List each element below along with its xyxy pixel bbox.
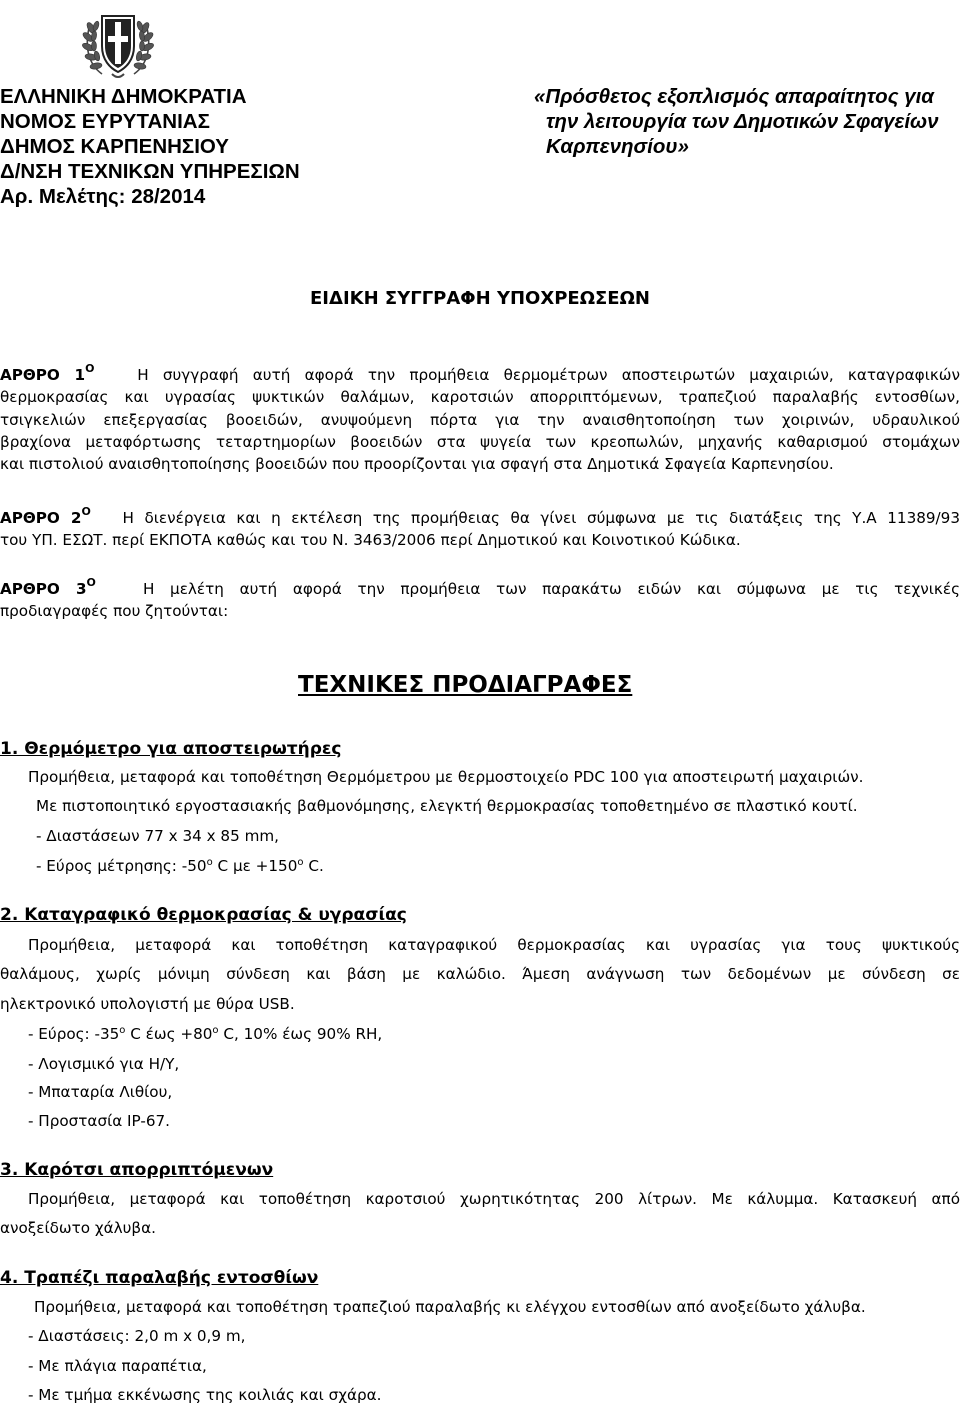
- article-1-line-2: θερμοκρασίας και υγρασίας ψυκτικών θαλάμων, καροτσιών απορριπτόμενων, τραπεζιού παραλαβής εντοσθίων,: [0, 388, 960, 407]
- issuer-line-4: Δ/ΝΣΗ ΤΕΧΝΙΚΩΝ ΥΠΗΡΕΣΙΩΝ: [0, 160, 300, 183]
- section-4-item-3: - Με τμήμα εκκένωσης της κοιλιάς και σχάρα.: [28, 1386, 382, 1404]
- article-1-line-1: Η συγγραφή αυτή αφορά την προμήθεια θερμομέτρων αποστειρωτών μαχαιριών, καταγραφικών: [137, 366, 960, 385]
- section-2-line-2: θαλάμους, χωρίς μόνιμη σύνδεση και βάση με καλώδιο. Άμεση ανάγνωση των δεδομένων με σύνδεση σε: [0, 965, 960, 983]
- greek-coat-of-arms-icon: [58, 2, 178, 82]
- section-1-line-3: - Διαστάσεων 77 x 34 x 85 mm,: [36, 827, 279, 845]
- section-2-title: 2. Καταγραφικό θερμοκρασίας & υγρασίας: [0, 905, 407, 925]
- section-1-title: 1. Θερμόμετρο για αποστειρωτήρες: [0, 739, 342, 759]
- article-1-line-3: τσιγκελιών επεξεργασίας βοοειδών, ανυψούμενη πόρτα για την αναισθητοποίηση των χοιρινών, υδραυλικού: [0, 410, 960, 429]
- section-3-line-2: ανοξείδωτο χάλυβα.: [0, 1219, 156, 1237]
- issuer-block: [0, 84, 300, 209]
- page-title: ΕΙΔΙΚΗ ΣΥΓΓΡΑΦΗ ΥΠΟΧΡΕΩΣΕΩΝ: [310, 288, 650, 309]
- issuer-line-2: ΝΟΜΟΣ ΕΥΡΥΤΑΝΙΑΣ: [0, 110, 210, 133]
- section-4-item-1: - Διαστάσεις: 2,0 m x 0,9 m,: [28, 1327, 246, 1345]
- section-2-item-2: - Λογισμικό για Η/Υ,: [28, 1055, 180, 1073]
- article-3: [0, 574, 960, 623]
- section-2-item-1: - Εύρος: $-35^o$ C $έ\omega\varsigma +80^o$ C, 10% έως 90% RH,: [28, 1025, 383, 1044]
- article-3-line-2: προδιαγραφές που ζητούνται:: [0, 602, 229, 621]
- issuer-line-1: ΕΛΛΗΝΙΚΗ ΔΗΜΟΚΡΑΤΙΑ: [0, 85, 247, 108]
- section-4-title: 4. Τραπέζι παραλαβής εντοσθίων: [0, 1268, 319, 1288]
- issuer-line-3: ΔΗΜΟΣ ΚΑΡΠΕΝΗΣΙΟΥ: [0, 135, 229, 158]
- article-1-line-5: και πιστολιού αναισθητοποίησης βοοειδών που προορίζονται για σφαγή στα Δημοτικά Σφαγεία Καρπενησίου.: [0, 455, 834, 474]
- article-3-line-1: Η μελέτη αυτή αφορά την προμήθεια των παρακάτω ειδών και σύμφωνα με τις τεχνικές: [142, 580, 960, 599]
- article-1-line-4: βραχίονα μεταφόρτωσης τεταρτημορίων βοοειδών στα ψυγεία των κρεοπωλών, μηχανής καθαρισμού στομάχων: [0, 432, 960, 451]
- section-1-line-2: Με πιστοποιητικό εργοστασιακής βαθμονόμησης, ελεγκτή θερμοκρασίας τοποθετημένο σε πλαστικό κουτί.: [36, 797, 858, 815]
- section-2-line-1: Προμήθεια, μεταφορά και τοποθέτηση καταγραφικού θερμοκρασίας και υγρασίας για τους ψυκτικούς: [28, 936, 960, 954]
- article-1: [0, 360, 960, 476]
- section-1-line-1: Προμήθεια, μεταφορά και τοποθέτηση Θερμόμετρου με θερμοστοιχείο PDC 100 για αποστειρωτή μαχαιριών.: [28, 768, 864, 786]
- article-2: [0, 503, 960, 552]
- section-3-title: 3. Καρότσι απορριπτόμενων: [0, 1160, 274, 1180]
- article-3-label: ΑΡΘΡΟ $3^O$: [0, 576, 96, 599]
- section-4-item-2: - Με πλάγια παραπέτια,: [28, 1357, 207, 1375]
- section-2-item-4: - Προστασία IP-67.: [28, 1112, 170, 1130]
- section-2-item-3: - Μπαταρία Λιθίου,: [28, 1083, 173, 1101]
- project-title-line-2: την λειτουργία των Δημοτικών Σφαγείων: [546, 110, 939, 133]
- study-number: Αρ. Μελέτης: 28/2014: [0, 185, 206, 208]
- project-title-line-1: «Πρόσθετος εξοπλισμός απαραίτητος για: [534, 85, 935, 108]
- article-2-line-1: Η διενέργεια και η εκτέλεση της προμήθειας θα γίνει σύμφωνα με τις διατάξεις της Υ.Α 11389/93: [122, 509, 960, 528]
- section-1-line-4: - Εύρος μέτρησης: $-50^o$ C $\mu\varepsilon +150^o$ C.: [36, 857, 324, 876]
- section-2-line-3: ηλεκτρονικό υπολογιστή με θύρα USB.: [0, 995, 295, 1013]
- article-2-line-2: του ΥΠ. ΕΣΩΤ. περί ΕΚΠΟΤΑ καθώς και του Ν. 3463/2006 περί Δημοτικού και Κοινοτικού Κώδικα.: [0, 531, 741, 550]
- project-title-block: [534, 84, 939, 159]
- section-3-line-1: Προμήθεια, μεταφορά και τοποθέτηση καροτσιού χωρητικότητας 200 λίτρων. Με κάλυμμα. Κατασκευή από: [28, 1190, 960, 1208]
- section-4-line-1: Προμήθεια, μεταφορά και τοποθέτηση τραπεζιού παραλαβής κι ελέγχου εντοσθίων από ανοξείδωτο χάλυβα.: [34, 1298, 866, 1316]
- project-title-line-3: Καρπενησίου»: [546, 135, 689, 158]
- technical-specs-title: ΤΕΧΝΙΚΕΣ ΠΡΟΔΙΑΓΡΑΦΕΣ: [298, 672, 633, 698]
- article-1-label: ΑΡΘΡΟ $1^O$: [0, 362, 95, 385]
- article-2-label: ΑΡΘΡΟ $2^O$: [0, 505, 91, 528]
